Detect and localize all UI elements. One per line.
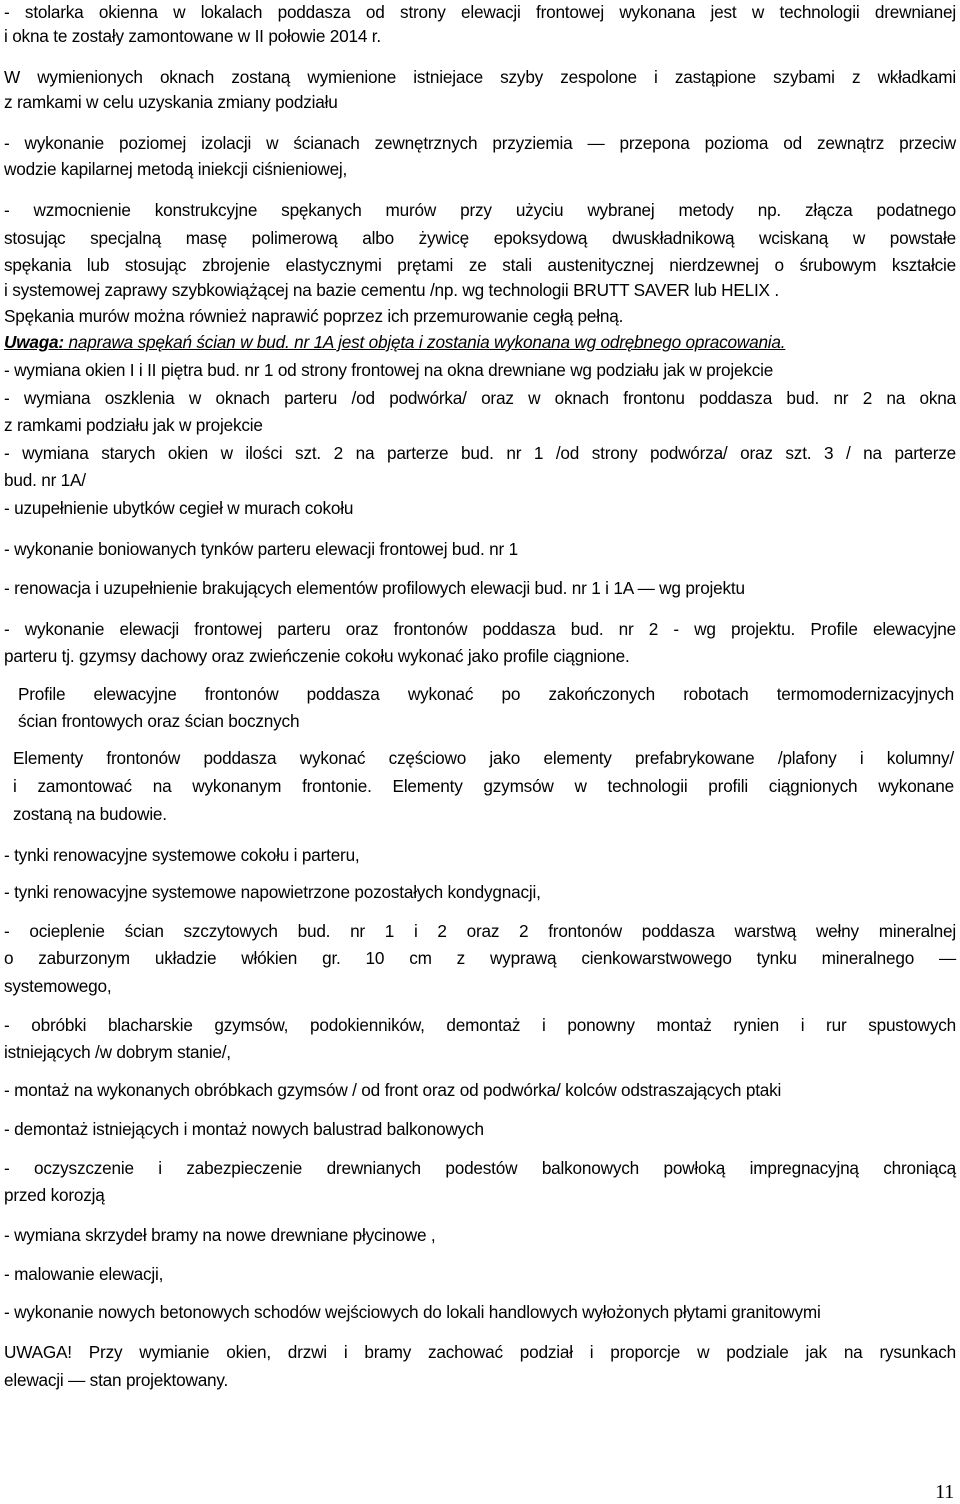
text-line: - oczyszczenie i zabezpieczenie drewnianych podestów balkonowych powłoką impregnacyjną chroniącą — [4, 1158, 956, 1178]
text-line: - wykonanie poziomej izolacji w ścianach zewnętrznych przyziemia — przepona pozioma od zewnątrz przeciw — [4, 133, 956, 153]
text-line: o zaburzonym układzie włókien gr. 10 cm z wyprawą cienkowarstwowego tynku mineralnego — — [4, 948, 956, 968]
text-line: - wymiana starych okien w ilości szt. 2 na parterze bud. nr 1 /od strony podwórza/ oraz szt. 3 / na parterze — [4, 443, 956, 463]
text-line: przed korozją — [4, 1185, 105, 1205]
text-line: Spękania murów można również naprawić poprzez ich przemurowanie cegłą pełną. — [4, 306, 624, 326]
text-line: bud. nr 1A/ — [4, 470, 86, 490]
text-line: stosując specjalną masę polimerową albo żywicę epoksydową dwuskładnikową wciskaną w powstałe — [4, 228, 956, 248]
text-line: UWAGA! Przy wymianie okien, drzwi i bramy zachować podział i proporcje w podziale jak na rysunkach — [4, 1342, 956, 1362]
text-line: - wykonanie nowych betonowych schodów wejściowych do lokali handlowych wyłożonych płytami granitowymi — [4, 1302, 821, 1322]
note-label: Uwaga: — [4, 332, 64, 352]
text-line: - wymiana okien I i II piętra bud. nr 1 od strony frontowej na okna drewniane wg podziału jak w projekcie — [4, 360, 774, 380]
text-line: - renowacja i uzupełnienie brakujących elementów profilowych elewacji bud. nr 1 i 1A — wg projektu — [4, 578, 745, 598]
text-line: i zamontować na wykonanym frontonie. Elementy gzymsów w technologii profili ciągnionych wykonane — [13, 776, 954, 796]
text-line: - malowanie elewacji, — [4, 1264, 164, 1284]
text-line: - tynki renowacyjne systemowe cokołu i parteru, — [4, 845, 360, 865]
text-line: Profile elewacyjne frontonów poddasza wykonać po zakończonych robotach termomodernizacyjnych — [18, 684, 954, 704]
text-line: - stolarka okienna w lokalach poddasza od strony elewacji frontowej wykonana jest w technologii drewnianej — [4, 2, 956, 22]
text-line: - obróbki blacharskie gzymsów, podokienników, demontaż i ponowny montaż rynien i rur spustowych — [4, 1015, 956, 1035]
text-line: i okna te zostały zamontowane w II połowie 2014 r. — [4, 26, 381, 46]
text-line: z ramkami w celu uzyskania zmiany podziału — [4, 92, 338, 112]
page-number: 11 — [935, 1481, 954, 1503]
text-line: elewacji — stan projektowany. — [4, 1370, 229, 1390]
note-text: naprawa spękań ścian w bud. nr 1A jest objęta i zostania wykonana wg odrębnego opracowania. — [63, 332, 786, 352]
text-line: istniejących /w dobrym stanie/, — [4, 1042, 231, 1062]
text-line: - wykonanie boniowanych tynków parteru elewacji frontowej bud. nr 1 — [4, 539, 518, 559]
text-line: - wykonanie elewacji frontowej parteru oraz frontonów poddasza bud. nr 2 - wg projektu. Profile elewacyjne — [4, 619, 956, 639]
text-line: - wymiana oszklenia w oknach parteru /od podwórka/ oraz w oknach frontonu poddasza bud. nr 2 na okna — [4, 388, 956, 408]
text-line: i systemowej zaprawy szybkowiążącej na bazie cementu /np. wg technologii BRUTT SAVER lub HELIX . — [4, 280, 779, 300]
text-line: systemowego, — [4, 976, 112, 996]
text-line: - tynki renowacyjne systemowe napowietrzone pozostałych kondygnacji, — [4, 882, 541, 902]
note-line — [4, 330, 956, 354]
text-line: - wymiana skrzydeł bramy na nowe drewniane płycinowe , — [4, 1225, 436, 1245]
text-line: parteru tj. gzymsy dachowy oraz zwieńczenie cokołu wykonać jako profile ciągnione. — [4, 646, 630, 666]
text-line: spękania lub stosując zbrojenie elastycznymi prętami ze stali austenitycznej nierdzewnej o śrubowym kształcie — [4, 255, 956, 275]
text-line: zostaną na budowie. — [13, 804, 167, 824]
text-line: wodzie kapilarnej metodą iniekcji ciśnieniowej, — [4, 159, 348, 179]
text-line: z ramkami podziału jak w projekcie — [4, 415, 263, 435]
text-line: - ocieplenie ścian szczytowych bud. nr 1 i 2 oraz 2 frontonów poddasza warstwą wełny mineralnej — [4, 921, 956, 941]
text-line: ścian frontowych oraz ścian bocznych — [18, 711, 300, 731]
text-line: Elementy frontonów poddasza wykonać częściowo jako elementy prefabrykowane /plafony i kolumny/ — [13, 748, 954, 768]
text-line: - montaż na wykonanych obróbkach gzymsów / od front oraz od podwórka/ kolców odstraszających ptaki — [4, 1080, 782, 1100]
text-line: W wymienionych oknach zostaną wymienione istniejace szyby zespolone i zastąpione szybami z wkładkami — [4, 67, 956, 87]
text-line: - wzmocnienie konstrukcyjne spękanych murów przy użyciu wybranej metody np. złącza podatnego — [4, 200, 956, 220]
text-line: - uzupełnienie ubytków cegieł w murach cokołu — [4, 498, 354, 518]
text-line: - demontaż istniejących i montaż nowych balustrad balkonowych — [4, 1119, 484, 1139]
